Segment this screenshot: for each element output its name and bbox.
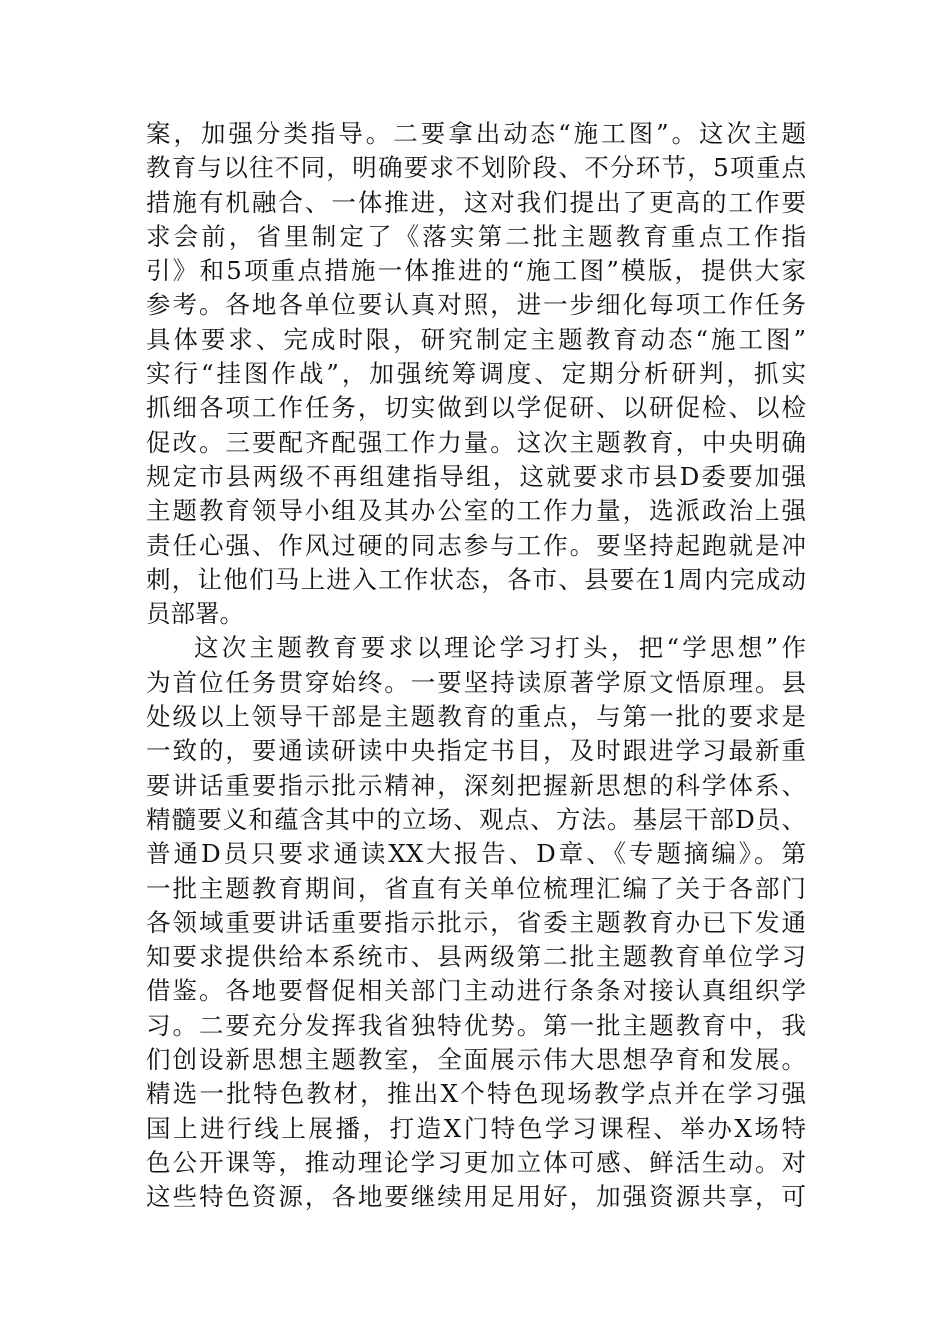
text-line: 员部署。 bbox=[146, 599, 244, 629]
text-line: 色公开课等，推动理论学习更加立体可感、鲜活生动。对 bbox=[146, 1147, 806, 1177]
text-line: 具体要求、完成时限，研究制定主题教育动态“施工图” bbox=[146, 324, 806, 354]
text-line: 刺，让他们马上进入工作状态，各市、县要在1周内完成动 bbox=[146, 564, 806, 594]
text-line: 各领域重要讲话重要指示批示，省委主题教育办已下发通 bbox=[146, 907, 806, 937]
paragraph-1 bbox=[146, 117, 806, 631]
text-line: 处级以上领导干部是主题教育的重点，与第一批的要求是 bbox=[146, 702, 806, 732]
text-line: 引》和5项重点措施一体推进的“施工图”模版，提供大家 bbox=[146, 256, 806, 286]
text-line: 措施有机融合、一体推进，这对我们提出了更高的工作要 bbox=[146, 187, 806, 217]
text-line: 为首位任务贯穿始终。一要坚持读原著学原文悟原理。县 bbox=[146, 667, 806, 697]
text-line: 实行“挂图作战”，加强统筹调度、定期分析研判，抓实 bbox=[146, 359, 806, 389]
document-body bbox=[146, 117, 806, 1215]
text-line: 主题教育领导小组及其办公室的工作力量，选派政治上强 bbox=[146, 496, 806, 526]
text-line: 普通D员只要求通读XX大报告、D章、《专题摘编》。第 bbox=[146, 839, 806, 869]
paragraph-2 bbox=[146, 631, 806, 1214]
text-line: 责任心强、作风过硬的同志参与工作。要坚持起跑就是冲 bbox=[146, 530, 806, 560]
text-line: 教育与以往不同，明确要求不划阶段、不分环节，5项重点 bbox=[146, 153, 806, 183]
text-line: 们创设新思想主题教室，全面展示伟大思想孕育和发展。 bbox=[146, 1045, 806, 1075]
text-line: 一批主题教育期间，省直有关单位梳理汇编了关于各部门 bbox=[146, 873, 806, 903]
text-line: 这些特色资源，各地要继续用足用好，加强资源共享，可 bbox=[146, 1182, 806, 1212]
text-line: 要讲话重要指示批示精神，深刻把握新思想的科学体系、 bbox=[146, 770, 806, 800]
text-line: 精选一批特色教材，推出X个特色现场教学点并在学习强 bbox=[146, 1079, 806, 1109]
text-line: 精髓要义和蕴含其中的立场、观点、方法。基层干部D员、 bbox=[146, 804, 806, 834]
text-line: 习。二要充分发挥我省独特优势。第一批主题教育中，我 bbox=[146, 1010, 806, 1040]
text-line: 规定市县两级不再组建指导组，这就要求市县D委要加强 bbox=[146, 461, 806, 491]
text-line: 一致的，要通读研读中央指定书目，及时跟进学习最新重 bbox=[146, 736, 806, 766]
text-line: 抓细各项工作任务，切实做到以学促研、以研促检、以检 bbox=[146, 393, 806, 423]
text-line: 参考。各地各单位要认真对照，进一步细化每项工作任务 bbox=[146, 290, 806, 320]
text-line: 国上进行线上展播，打造X门特色学习课程、举办X场特 bbox=[146, 1113, 806, 1143]
text-line: 案，加强分类指导。二要拿出动态“施工图”。这次主题 bbox=[146, 119, 806, 148]
text-line: 促改。三要配齐配强工作力量。这次主题教育，中央明确 bbox=[146, 427, 806, 457]
text-line: 借鉴。各地要督促相关部门主动进行条条对接认真组织学 bbox=[146, 976, 806, 1006]
text-line: 求会前，省里制定了《落实第二批主题教育重点工作指 bbox=[146, 221, 806, 251]
text-line: 这次主题教育要求以理论学习打头，把“学思想”作 bbox=[194, 633, 806, 663]
text-line: 知要求提供给本系统市、县两级第二批主题教育单位学习 bbox=[146, 942, 806, 972]
